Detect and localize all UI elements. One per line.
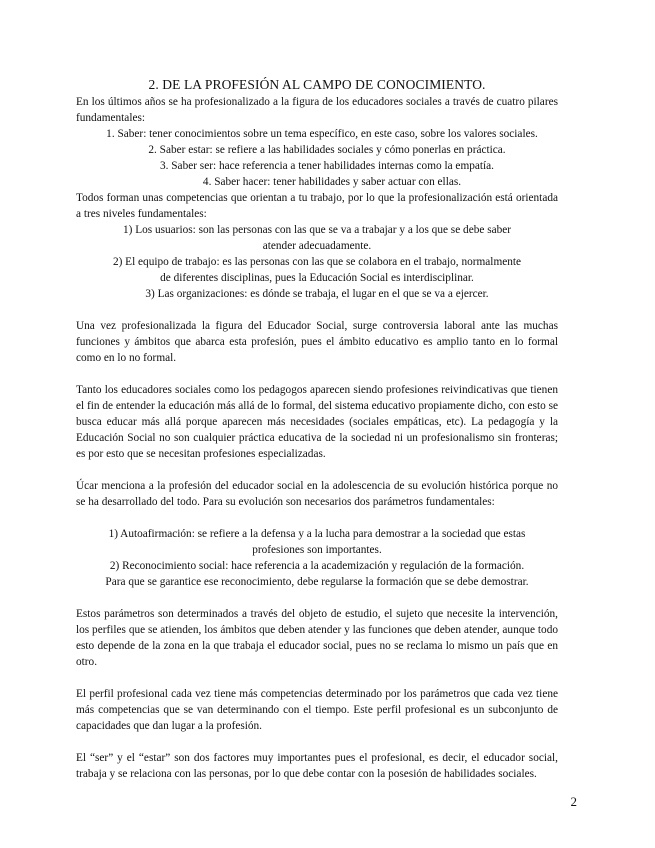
levels-list	[76, 222, 558, 302]
paragraph: El “ser” y el “estar” son dos factores muy importantes pues el profesional, es decir, el educador social, trabaja y se relaciona con las personas, por lo que debe contar con la posesión de habilidades sociales.	[76, 752, 558, 780]
section-title: 2. DE LA PROFESIÓN AL CAMPO DE CONOCIMIENTO.	[148, 77, 486, 92]
page-number: 2	[570, 794, 577, 809]
list-item: 4. Saber hacer: tener habilidades y saber actuar con ellas.	[202, 176, 462, 188]
paragraph: Una vez profesionalizada la figura del Educador Social, surge controversia laboral ante las muchas funciones y ámbitos que abarca esta profesión, pues el ámbito educativo es amplio tanto en lo formal como en lo no formal.	[76, 320, 558, 364]
list-item: 3. Saber ser: hace referencia a tener habilidades internas como la empatía.	[159, 160, 495, 172]
list-item: 2. Saber estar: se refiere a las habilidades sociales y cómo ponerlas en práctica.	[148, 144, 506, 156]
paragraph: Úcar menciona a la profesión del educador social en la adolescencia de su evolución histórica porque no se ha desarrollado del todo. Para su evolución son necesarios dos parámetros fundamentales:	[76, 480, 558, 508]
levels-intro-paragraph: Todos forman unas competencias que orientan a tu trabajo, por lo que la profesionalización está orientada a tres niveles fundamentales:	[76, 192, 558, 220]
document-page	[76, 76, 558, 782]
paragraph: Estos parámetros son determinados a través del objeto de estudio, el sujeto que necesite la intervención, los perfiles que se atienden, los ámbitos que deben atender y las funciones que deben atender, aunque todo esto depende de la zona en la que trabaja el educador social, pues no se reclama lo mismo un país que en otro.	[76, 608, 558, 668]
list-item: 2) El equipo de trabajo: es las personas con las que se colabora en el trabajo, normalmente de diferentes disciplinas, pues la Educación Social es interdisciplinar.	[112, 256, 522, 284]
params-list	[76, 526, 558, 590]
intro-paragraph: En los últimos años se ha profesionalizado a la figura de los educadores sociales a través de cuatro pilares fundamentales:	[76, 96, 558, 124]
list-item: 1) Autoafirmación: se refiere a la defensa y a la lucha para demostrar a la sociedad que estas profesiones son importantes.	[108, 528, 526, 556]
paragraph: Tanto los educadores sociales como los pedagogos aparecen siendo profesiones reivindicativas que tienen el fin de entender la educación más allá de lo formal, del sistema educativo propiamente dicho, con esto se busca educar más allá porque aparecen más necesidades (sociales empáticas, etc). La pedagogía y la Educación Social no son cualquier práctica educativa de la sociedad ni un profesionalismo sin fronteras; es por esto que se necesitan profesiones especializadas.	[76, 384, 558, 460]
list-item: 2) Reconocimiento social: hace referencia a la academización y regulación de la formación. Para que se garantice ese reconocimiento, debe regularse la formación que se debe demostrar.	[105, 560, 529, 588]
pillars-list	[76, 126, 558, 190]
list-item: 3) Las organizaciones: es dónde se trabaja, el lugar en el que se va a ejercer.	[145, 288, 489, 300]
paragraph: El perfil profesional cada vez tiene más competencias determinado por los parámetros que cada vez tiene más competencias que se van determinando con el tiempo. Este perfil profesional es un subconjunto de capacidades que dan lugar a la profesión.	[76, 688, 558, 732]
list-item: 1. Saber: tener conocimientos sobre un tema específico, en este caso, sobre los valores sociales.	[106, 128, 538, 140]
list-item: 1) Los usuarios: son las personas con las que se va a trabajar y a los que se debe saber atender adecuadamente.	[122, 224, 512, 252]
